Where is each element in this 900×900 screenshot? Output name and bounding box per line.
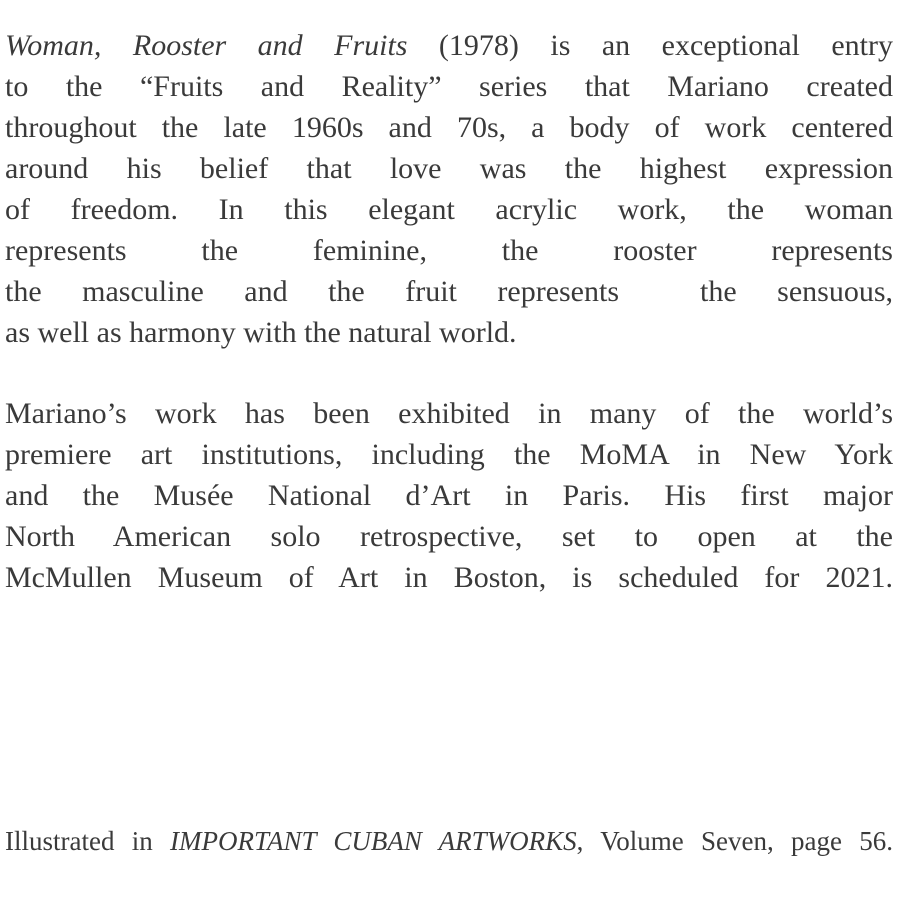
- text-block: [5, 25, 893, 598]
- text-line: [5, 66, 893, 107]
- regular-text: represents the feminine, the rooster represents: [5, 234, 893, 267]
- regular-text: North American solo retrospective, set to open at the: [5, 520, 893, 553]
- regular-text: as well as harmony with the natural world.: [5, 316, 517, 349]
- text-line: [5, 271, 893, 312]
- italic-text: IMPORTANT CUBAN ARTWORKS: [170, 826, 577, 856]
- text-line: [5, 516, 893, 557]
- caption-line: [5, 824, 893, 859]
- paragraph-artwork-description: [5, 25, 893, 353]
- text-line: [5, 148, 893, 189]
- regular-text: , Volume Seven, page 56.: [576, 826, 894, 856]
- regular-text: of freedom. In this elegant acrylic work, the woman: [5, 193, 893, 226]
- text-line: [5, 557, 893, 598]
- text-line: [5, 189, 893, 230]
- regular-text: premiere art institutions, including the MoMA in New York: [5, 438, 893, 471]
- text-line: [5, 475, 893, 516]
- text-line: [5, 230, 893, 271]
- regular-text: the masculine and the fruit represents the sensuous,: [5, 275, 893, 308]
- regular-text: McMullen Museum of Art in Boston, is scheduled for 2021.: [5, 561, 893, 594]
- regular-text: Mariano’s work has been exhibited in many of the world’s: [5, 397, 893, 430]
- text-line: [5, 434, 893, 475]
- regular-text: around his belief that love was the highest expression: [5, 152, 893, 185]
- regular-text: to the “Fruits and Reality” series that Mariano created: [5, 70, 893, 103]
- italic-text: Woman, Rooster and Fruits: [5, 29, 408, 62]
- regular-text: throughout the late 1960s and 70s, a body of work centered: [5, 111, 893, 144]
- regular-text: and the Musée National d’Art in Paris. His first major: [5, 479, 893, 512]
- text-line: [5, 25, 893, 66]
- text-line: [5, 107, 893, 148]
- regular-text: (1978) is an exceptional entry: [407, 29, 893, 62]
- regular-text: Illustrated in: [5, 826, 171, 856]
- text-line: [5, 393, 893, 434]
- text-line: [5, 312, 893, 353]
- paragraph-exhibitions: [5, 393, 893, 598]
